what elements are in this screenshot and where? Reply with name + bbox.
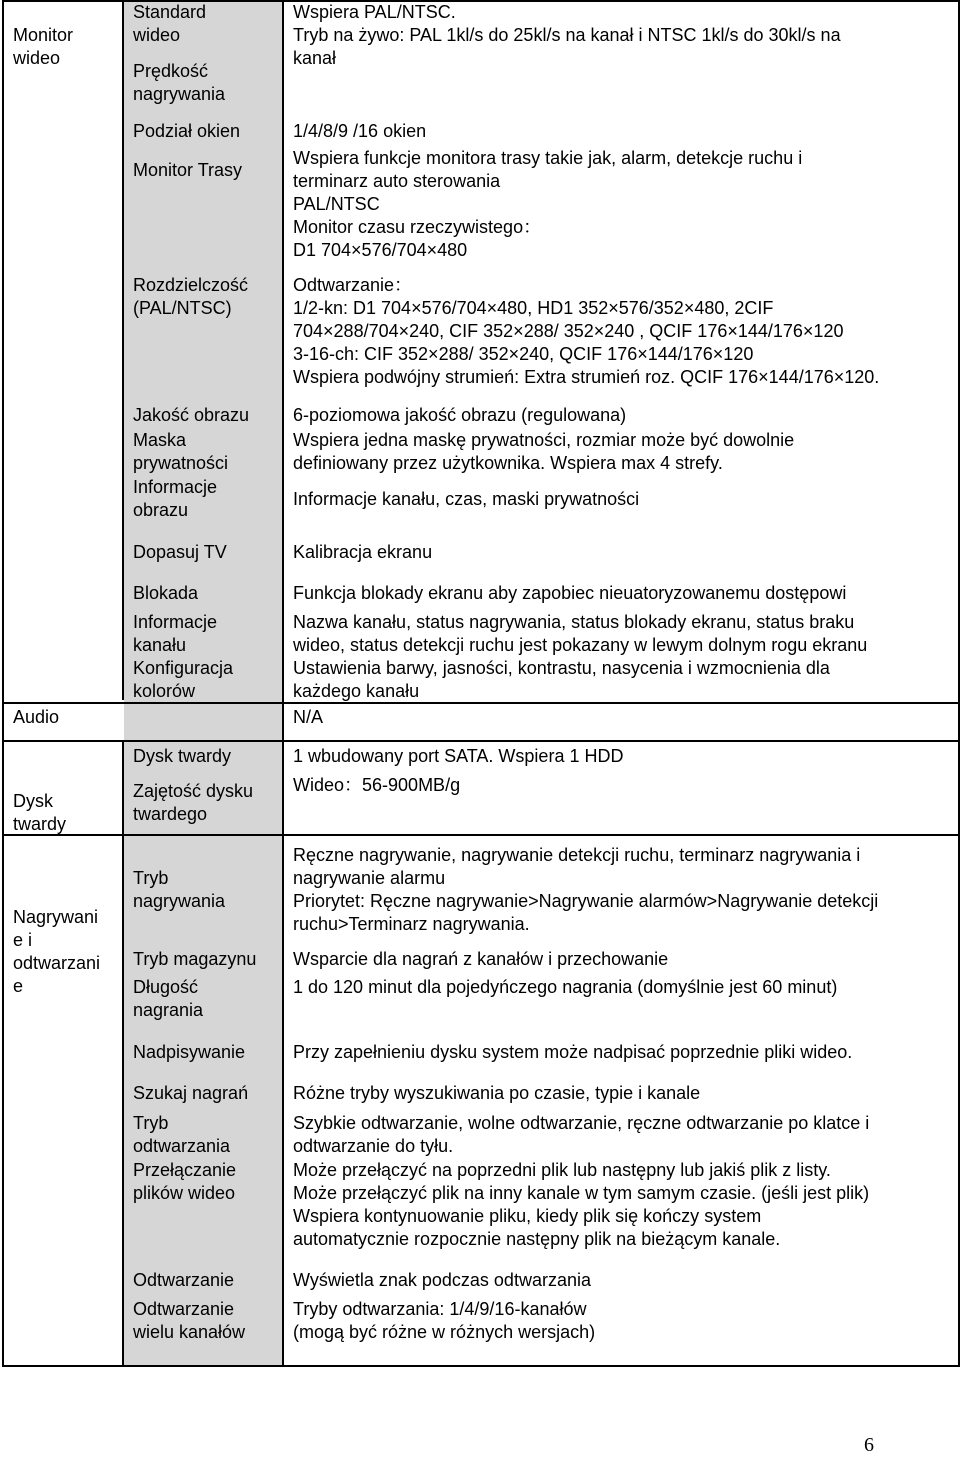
feature-tv-adjust: Dopasuj TV (133, 542, 227, 562)
divider-h-hdd-bottom (2, 834, 960, 836)
desc-lock: Funkcja blokady ekranu aby zapobiec nieuatoryzowanemu dostępowi (293, 583, 847, 603)
desc-record-mode: Ręczne nagrywanie, nagrywanie detekcji ruchu, terminarz nagrywania i nagrywanie alarmu Priorytet: Ręczne nagrywanie>Nagrywanie alarmów>Nagrywanie detekcji ruchu>Terminarz nagrywania. (293, 845, 879, 934)
page-number: 6 (864, 1434, 874, 1456)
feature-video-standard: Standard wideo (133, 2, 207, 45)
desc-audio: N/A (293, 707, 324, 727)
desc-image-quality: 6-poziomowa jakość obrazu (regulowana) (293, 405, 627, 425)
feature-recording-speed: Prędkość nagrywania (133, 61, 226, 104)
feature-hdd-usage: Zajętość dysku twardego (133, 781, 254, 824)
feature-image-info: Informacje obrazu (133, 477, 218, 520)
desc-resolution: Odtwarzanie： 1/2-kn: D1 704×576/704×480, HD1 352×576/352×480, 2CIF 704×288/704×240, CIF 352×288/ 352×240 , QCIF 176×144/176×120 3-16-ch: CIF 352×288/ 352×240, QCIF 176×144/176×120 Wspiera podwójny strumień: Extra strumień roz. QCIF 176×144/176×120. (293, 275, 880, 387)
category-audio: Audio (13, 707, 60, 727)
desc-playback-mode: Szybkie odtwarzanie, wolne odtwarzanie, ręczne odtwarzanie po klatce i odtwarzanie do tyłu. (293, 1113, 870, 1156)
feature-multi-playback: Odtwarzanie wielu kanałów (133, 1299, 246, 1342)
divider-h-audio-bottom (2, 740, 960, 742)
desc-recording-length: 1 do 120 minut dla pojedyńczego nagrania (domyślnie jest 60 minut) (293, 977, 838, 997)
feature-lock: Blokada (133, 583, 199, 603)
feature-storage-mode: Tryb magazynu (133, 949, 257, 969)
desc-channel-info: Nazwa kanału, status nagrywania, status blokady ekranu, status braku wideo, status detekcji ruchu jest pokazany w lewym dolnym rogu ekranu (293, 612, 868, 655)
desc-hdd-usage: Wideo：56-900MB/g (293, 775, 461, 795)
desc-image-info: Informacje kanału, czas, maski prywatności (293, 489, 640, 509)
category-video-monitor: Monitor wideo (13, 25, 74, 68)
feature-recording-length: Długość nagrania (133, 977, 204, 1020)
desc-file-switch: Może przełączyć na poprzedni plik lub następny lub jakiś plik z listy. Może przełączyć plik na inny kanale w tym samym czasie. (jeśli jest plik) Wspiera kontynuowanie pliku, kiedy plik się kończy system automatycznie rozpocznie następny plik na bieżącym kanale. (293, 1160, 870, 1249)
divider-v-feature (282, 0, 284, 1367)
feature-search: Szukaj nagrań (133, 1083, 249, 1103)
desc-color-config: Ustawienia barwy, jasności, kontrastu, nasycenia i wzmocnienia dla każdego kanału (293, 658, 830, 701)
feature-window-split: Podział okien (133, 121, 241, 141)
desc-hdd: 1 wbudowany port SATA. Wspiera 1 HDD (293, 746, 624, 766)
desc-window-split: 1/4/8/9 /16 okien (293, 121, 427, 141)
category-hard-disk: Dysk twardy (13, 791, 67, 834)
divider-v-category (122, 0, 124, 700)
desc-video-standard-speed: Wspiera PAL/NTSC. Tryb na żywo: PAL 1kl/s do 25kl/s na kanał i NTSC 1kl/s do 30kl/s na kanał (293, 2, 841, 68)
feature-channel-info: Informacje kanału (133, 612, 218, 655)
desc-monitor-route: Wspiera funkcje monitora trasy takie jak, alarm, detekcje ruchu i terminarz auto sterowania PAL/NTSC Monitor czasu rzeczywistego： D1 704×576/704×480 (293, 148, 803, 260)
desc-privacy-mask: Wspiera jedna maskę prywatności, rozmiar może być dowolnie definiowany przez użytkownika. Wspiera max 4 strefy. (293, 430, 795, 473)
feature-resolution: Rozdzielczość (PAL/NTSC) (133, 275, 249, 318)
feature-monitor-route: Monitor Trasy (133, 160, 243, 180)
feature-file-switch: Przełączanie plików wideo (133, 1160, 237, 1203)
feature-hdd: Dysk twardy (133, 746, 232, 766)
desc-overwrite: Przy zapełnieniu dysku system może nadpisać poprzednie pliki wideo. (293, 1042, 853, 1062)
category-recording-playback: Nagrywani e i odtwarzani e (13, 907, 101, 996)
feature-image-quality: Jakość obrazu (133, 405, 250, 425)
desc-tv-adjust: Kalibracja ekranu (293, 542, 433, 562)
feature-overwrite: Nadpisywanie (133, 1042, 246, 1062)
desc-search: Różne tryby wyszukiwania po czasie, typie i kanale (293, 1083, 701, 1103)
feature-privacy-mask: Maska prywatności (133, 430, 229, 473)
desc-playback: Wyświetla znak podczas odtwarzania (293, 1270, 591, 1290)
desc-storage-mode: Wsparcie dla nagrań z kanałów i przechowanie (293, 949, 669, 969)
feature-playback-mode: Tryb odtwarzania (133, 1113, 231, 1156)
feature-color-config: Konfiguracja kolorów (133, 658, 234, 701)
feature-playback: Odtwarzanie (133, 1270, 235, 1290)
feature-record-mode: Tryb nagrywania (133, 868, 226, 911)
desc-multi-playback: Tryby odtwarzania: 1/4/9/16-kanałów (mogą być różne w różnych wersjach) (293, 1299, 596, 1342)
